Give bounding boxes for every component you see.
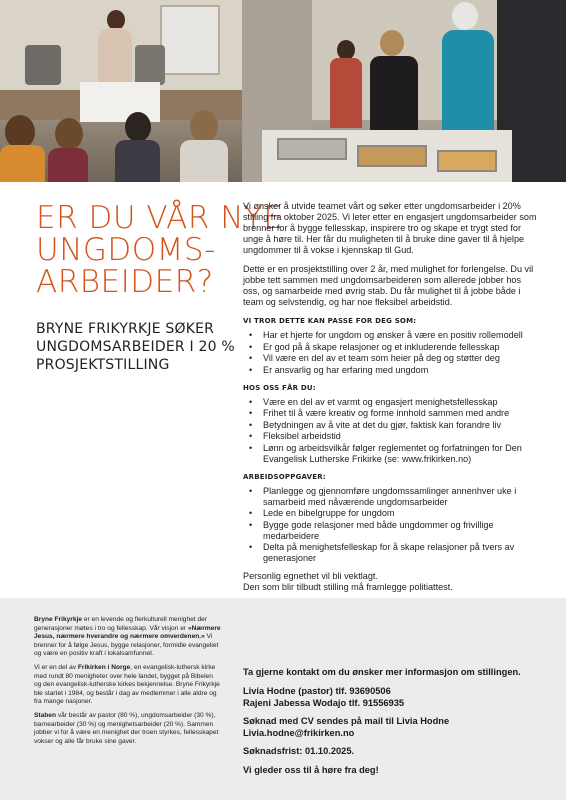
text-span: Vi brenner for å følge Jesus, bygge relasjoner, formidle evangeliet og være en positiv kraft i lokalsamfunnet. [34, 633, 219, 658]
contact-intro: Ta gjerne kontakt om du ønsker mer informasjon om stillingen. [243, 667, 521, 677]
qualifications-list [243, 330, 537, 376]
text-span: Vi er en del av [34, 663, 78, 671]
headline-line: ER DU VÅR NYE [36, 200, 284, 236]
email-link[interactable]: Livia.hodne@frikirken.no [243, 728, 355, 738]
closing-line: Personlig egnethet vil bli vektlagt. [243, 571, 378, 581]
list-item: • Lede en bibelgruppe for ungdom [243, 508, 537, 519]
job-description [243, 201, 537, 593]
list-item: • Lønn og arbeidsvilkår følger reglementet og forfatningen for Den Evangelisk Lutherske Frikirke (se: www.frikirken.no) [243, 443, 537, 465]
church-info-paragraph [34, 712, 222, 746]
headline [36, 200, 284, 300]
list-item: • Vil være en del av et team som heier på deg og støtter deg [243, 353, 537, 364]
closing-note [243, 571, 537, 593]
contact-info [243, 666, 543, 783]
list-item: • Er ansvarlig og har erfaring med ungdom [243, 365, 537, 376]
subheadline-line: PROSJEKTSTILLING [36, 357, 170, 373]
list-item: • Er god på å skape relasjoner og et inkluderende fellesskap [243, 342, 537, 353]
contact-persons [243, 685, 543, 709]
section-title: HOS OSS FÅR DU: [243, 383, 316, 392]
benefits-list [243, 397, 537, 465]
list-item: • Fleksibel arbeidstid [243, 431, 537, 442]
text-span: er en levende og flerkulturell menighet der generasjoner møtes i tro og fellesskap. Vår visjon er [34, 616, 208, 632]
church-vision: «Nærmere Jesus, nærmere hverandre og nærmere omverdenen.» [34, 624, 221, 641]
list-item: • Delta på menighetsfelleskap for å skape relasjoner på tvers av generasjoner [243, 542, 537, 564]
application-instructions: Søknad med CV sendes på mail til Livia Hodne [243, 716, 450, 726]
footer [0, 598, 566, 800]
subheadline [36, 320, 241, 374]
closing-greeting: Vi gleder oss til å høre fra deg! [243, 765, 379, 775]
closing-line: Den som blir tilbudt stilling må framlegge politiattest. [243, 582, 453, 592]
text-span: vår består av pastor (80 %), ungdomsarbeider (30 %), barnearbeider (30 %) og menighetsarbeider (20 %). Sammen jobber vi for å være en menighet der troen styrkes, fellesskapet vokser og alle får bruke sine gaver. [34, 711, 219, 745]
section-title: ARBEIDSOPPGAVER: [243, 472, 326, 481]
tasks-list [243, 486, 537, 565]
intro-paragraph: Vi ønsker å utvide teamet vårt og søker etter ungdomsarbeider i 20% stilling fra oktober 2025. Vi leter etter en engasjert ungdomsarbeider som brenner for å bygge fellesskap, inspirere tro og skape et trygt sted for unge å høre til. Her får du muligheten til å bruke dine gaver til å hjelpe ungdommer til å vokse i kjennskap til Gud. [243, 201, 537, 255]
contact-person: Livia Hodne (pastor) tlf. 93690506 [243, 686, 391, 696]
worship-photo [0, 0, 242, 182]
denomination-name: Frikirken i Norge [77, 663, 131, 671]
list-item: • Bygge gode relasjoner med både ungdommer og frivillige medarbeidere [243, 520, 537, 542]
application-info [243, 715, 543, 739]
subheadline-line: BRYNE FRIKYRKJE SØKER [36, 321, 215, 337]
list-item: • Betydningen av å vite at det du gjør, faktisk kan forandre liv [243, 420, 537, 431]
list-item: • Har et hjerte for ungdom og ønsker å være en positiv rollemodell [243, 330, 537, 341]
headline-line: ARBEIDER? [36, 264, 214, 300]
photo-strip [0, 0, 566, 182]
intro-paragraph: Dette er en prosjektstilling over 2 år, med mulighet for forlengelse. Du vil jobbe tett sammen med ungdomsarbeideren som allerede jobber hos oss, og samarbeide med øvrig stab. Du får mulighet til å jobbe både i team og selvstendig, og har noe fleksibel arbeidstid. [243, 264, 534, 307]
contact-person: Rajeni Jabessa Wodajo tlf. 91556935 [243, 698, 405, 708]
church-info [34, 616, 222, 751]
church-info-paragraph [34, 616, 222, 659]
list-item: • Frihet til å være kreativ og forme innhold sammen med andre [243, 408, 537, 419]
church-info-paragraph [34, 664, 222, 707]
community-meal-photo [242, 0, 566, 182]
section-title: VI TROR DETTE KAN PASSE FOR DEG SOM: [243, 317, 417, 325]
list-item: • Planlegge og gjennomføre ungdomssamlinger annenhver uke i samarbeid med nåværende ungdomsarbeider [243, 486, 537, 508]
staff-label: Staben [34, 711, 56, 719]
list-item: • Være en del av et varmt og engasjert menighetsfellesskap [243, 397, 537, 408]
subheadline-line: UNGDOMSARBEIDER I 20 % [36, 339, 235, 355]
headline-line: UNGDOMS- [36, 232, 216, 268]
text-span: , en evangelisk-luthersk kirke med rundt 80 menigheter over hele landet, bygget på Bibelen og den evangelisk-lutherske kirkes bekjennelse. Bryne Frikyrkje ble startet i 1984, og består i dag av medlemmer i alle aldre og fra mange nasjoner. [34, 663, 220, 706]
application-deadline: Søknadsfrist: 01.10.2025. [243, 746, 355, 756]
church-name: Bryne Frikyrkje [34, 616, 83, 623]
